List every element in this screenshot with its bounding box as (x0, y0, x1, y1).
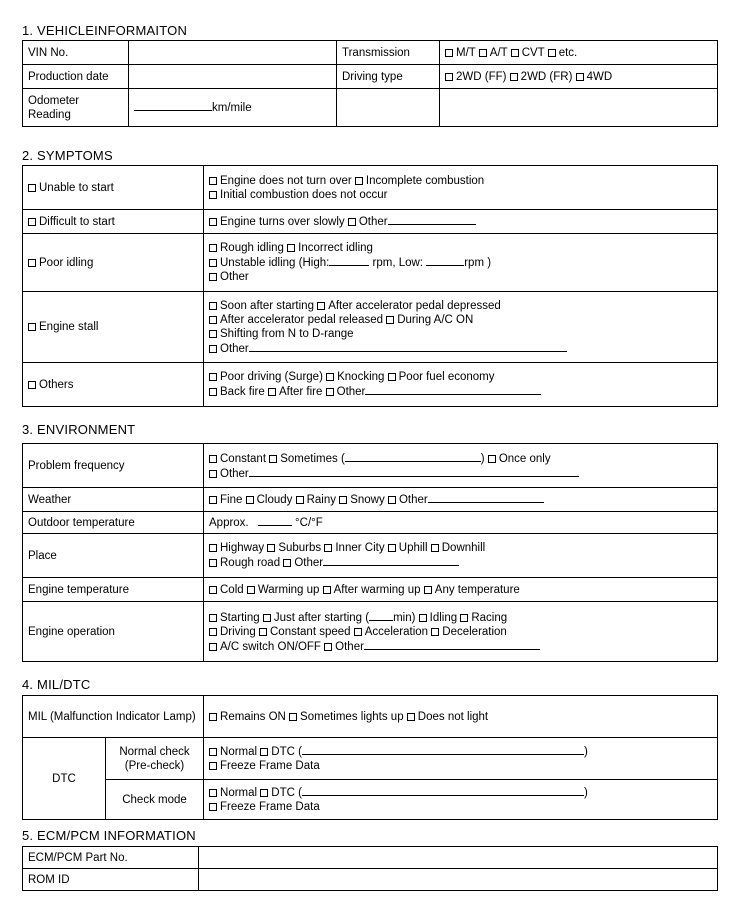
production-date-label: Production date (23, 65, 129, 89)
normal-check-label: Normal check (Pre-check) (106, 738, 204, 780)
rom-id-label: ROM ID (23, 869, 199, 891)
engine-stall-checkbox[interactable] (28, 323, 36, 331)
ecm-part-no-field[interactable] (199, 847, 718, 869)
etc-checkbox[interactable] (548, 49, 556, 57)
engine-stall-row[interactable]: Engine stall (23, 292, 204, 363)
2wd-fr-checkbox[interactable] (510, 73, 518, 81)
vin-field[interactable] (129, 41, 337, 65)
at-checkbox[interactable] (479, 49, 487, 57)
rom-id-field[interactable] (199, 869, 718, 891)
check-mode-label: Check mode (106, 780, 204, 820)
driving-type-label: Driving type (337, 65, 440, 89)
cvt-checkbox[interactable] (511, 49, 519, 57)
4wd-checkbox[interactable] (576, 73, 584, 81)
section-title-vehicle: 1. VEHICLEINFORMAITON (22, 23, 188, 38)
vehicle-info-table (22, 40, 718, 127)
weather-label: Weather (23, 488, 204, 512)
vin-label: VIN No. (23, 41, 129, 65)
mil-label: MIL (Malfunction Indicator Lamp) (23, 696, 204, 738)
engine-operation-label: Engine operation (23, 602, 204, 662)
outdoor-temperature-label: Outdoor temperature (23, 512, 204, 534)
others-checkbox[interactable] (28, 381, 36, 389)
poor-idling-checkbox[interactable] (28, 259, 36, 267)
others-row[interactable]: Others (23, 363, 204, 407)
section-title-mil: 4. MIL/DTC (22, 677, 91, 692)
dtc-label: DTC (23, 738, 106, 820)
odometer-label: Odometer Reading (23, 89, 129, 127)
engine-temperature-label: Engine temperature (23, 578, 204, 602)
mil-dtc-table: MIL (Malfunction Indicator Lamp) Remains ON Sometimes lights up Does not light DTC Normal check (Pre-check) Normal DTC ( ) Freeze Frame Data Check mode Normal DTC ( ) Freeze Frame Data (22, 695, 718, 820)
problem-frequency-label: Problem frequency (23, 444, 204, 488)
poor-idling-row[interactable]: Poor idling (23, 234, 204, 292)
symptoms-table: Unable to start Engine does not turn over Incomplete combustion Initial combustion does not occur Difficult to start Engine turns over slowly Other Poor idling Rough idling Incorrect idling Unstable idling (High: rpm, Low: rpm ) Other Engine stall Soon after starting After accelerator pedal depressed After accelerator pedal released During A/C ON Shifting from N to D-range Other Others Poor driving (Surge) Knocking Poor fuel economy Back fire After fire Other (22, 165, 718, 407)
production-date-field[interactable] (129, 65, 337, 89)
section-title-ecm: 5. ECM/PCM INFORMATION (22, 828, 196, 843)
place-label: Place (23, 534, 204, 578)
transmission-options: M/T A/T CVT etc. (440, 41, 718, 65)
environment-table: Problem frequency Constant Sometimes ( ) Once only Other Weather Fine Cloudy Rainy Snowy Other Outdoor temperature Approx. °C/°F Place Highway Suburbs Inner City Uphill Downhill Rough road Other Engine temperature Cold Warming up After warming up Any temperature Engine operation Starting Just after starting ( min) Idling Racing Driving Constant speed Acceleration Deceleration A/C switch ON/OFF Other (22, 443, 718, 662)
ecm-part-no-label: ECM/PCM Part No. (23, 847, 199, 869)
difficult-to-start-checkbox[interactable] (28, 218, 36, 226)
unable-to-start-row[interactable]: Unable to start (23, 166, 204, 210)
difficult-to-start-row[interactable]: Difficult to start (23, 210, 204, 234)
unable-to-start-checkbox[interactable] (28, 184, 36, 192)
section-title-environment: 3. ENVIRONMENT (22, 422, 136, 437)
mt-checkbox[interactable] (445, 49, 453, 57)
driving-type-options: 2WD (FF) 2WD (FR) 4WD (440, 65, 718, 89)
transmission-label: Transmission (337, 41, 440, 65)
2wd-ff-checkbox[interactable] (445, 73, 453, 81)
section-title-symptoms: 2. SYMPTOMS (22, 148, 113, 163)
odometer-field[interactable]: km/mile (129, 89, 337, 127)
ecm-table (22, 846, 718, 891)
